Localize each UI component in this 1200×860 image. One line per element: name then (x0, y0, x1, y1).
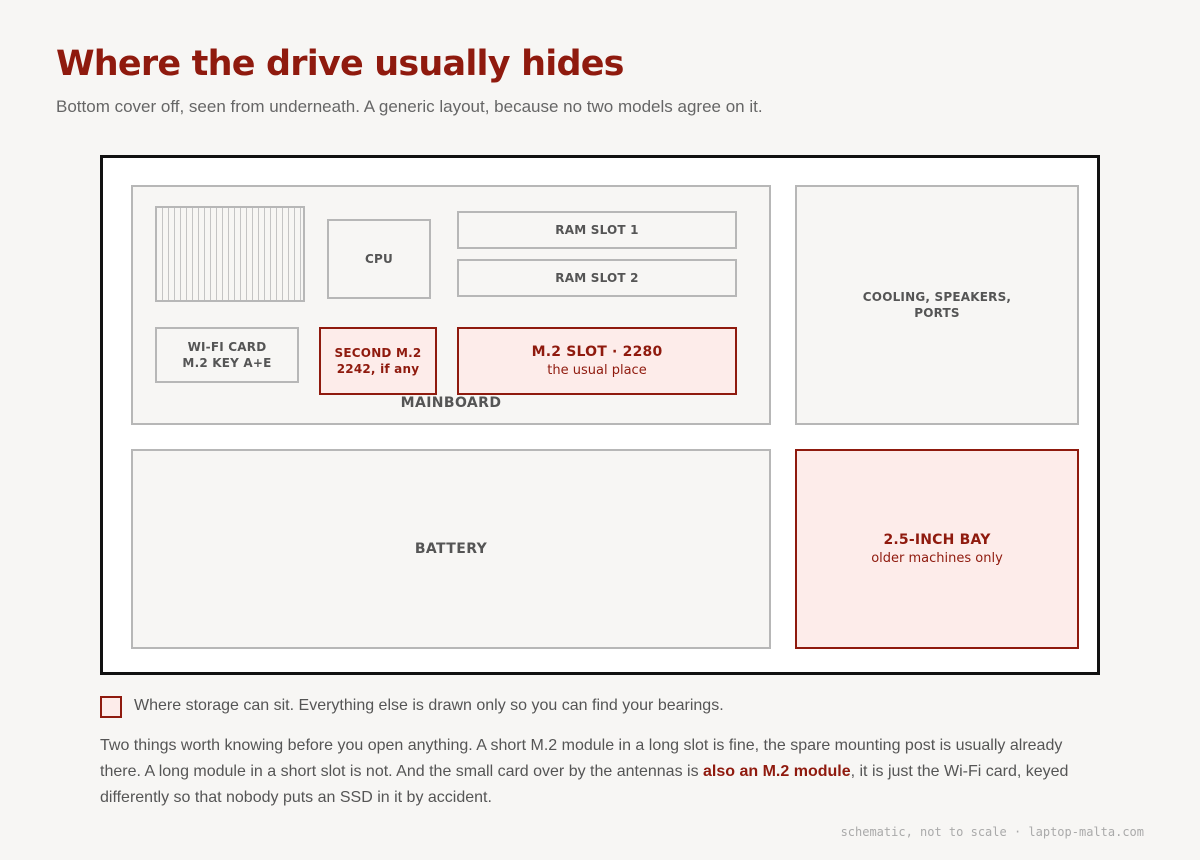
ram-slot-2-label: RAM SLOT 2 (555, 271, 639, 285)
m2-slot-2280 (457, 327, 737, 395)
m2-slot-label: M.2 SLOT · 2280 (531, 344, 663, 360)
drive-bay-2-5-inch (795, 449, 1079, 649)
ram-slot-1-label: RAM SLOT 1 (555, 223, 639, 237)
wifi-card-label: WI-FI CARD (187, 340, 267, 354)
page-title: Where the drive usually hides (56, 44, 624, 84)
explanation-text-start: Two things worth knowing before you open anything. A short M.2 module in a long slot is fine, the spare mounting post is usually already there. A long module in a short slot is not. And the small card over by the antennas is (100, 737, 1063, 780)
wifi-card-key-label: M.2 KEY A+E (182, 356, 272, 370)
ram-slot-1 (457, 211, 737, 249)
m2-slot-sublabel: the usual place (547, 363, 647, 378)
storage-legend-swatch (100, 696, 122, 718)
footer-note: schematic, not to scale · laptop-malta.com (840, 825, 1144, 839)
page-subtitle: Bottom cover off, seen from underneath. A generic layout, because no two models agree on it. (56, 97, 763, 116)
cpu-label: CPU (365, 252, 393, 266)
bay-sublabel: older machines only (871, 551, 1003, 566)
wifi-card (155, 327, 299, 383)
explanation-emphasis: also an M.2 module (703, 763, 851, 780)
cpu-block (327, 219, 431, 299)
second-m2-size-label: 2242, if any (336, 362, 420, 376)
cooling-label: COOLING, SPEAKERS, (862, 290, 1012, 304)
explanation-paragraph (100, 733, 1100, 811)
explanation-text-end: , it is just the Wi-Fi card, keyed differently so that nobody puts an SSD in it by accident. (100, 763, 1069, 806)
storage-legend-text: Where storage can sit. Everything else is drawn only so you can find your bearings. (134, 697, 724, 714)
mainboard-label: MAINBOARD (400, 395, 502, 411)
ram-slot-2 (457, 259, 737, 297)
laptop-underside-diagram (100, 155, 1100, 675)
bay-label: 2.5-INCH BAY (883, 532, 991, 548)
ports-label: PORTS (914, 306, 960, 320)
second-m2-slot (319, 327, 437, 395)
heatsink-fins (155, 206, 305, 302)
second-m2-label: SECOND M.2 (334, 346, 422, 360)
cooling-speakers-ports-area (795, 185, 1079, 425)
battery-area (131, 449, 771, 649)
battery-label: BATTERY (414, 541, 488, 557)
